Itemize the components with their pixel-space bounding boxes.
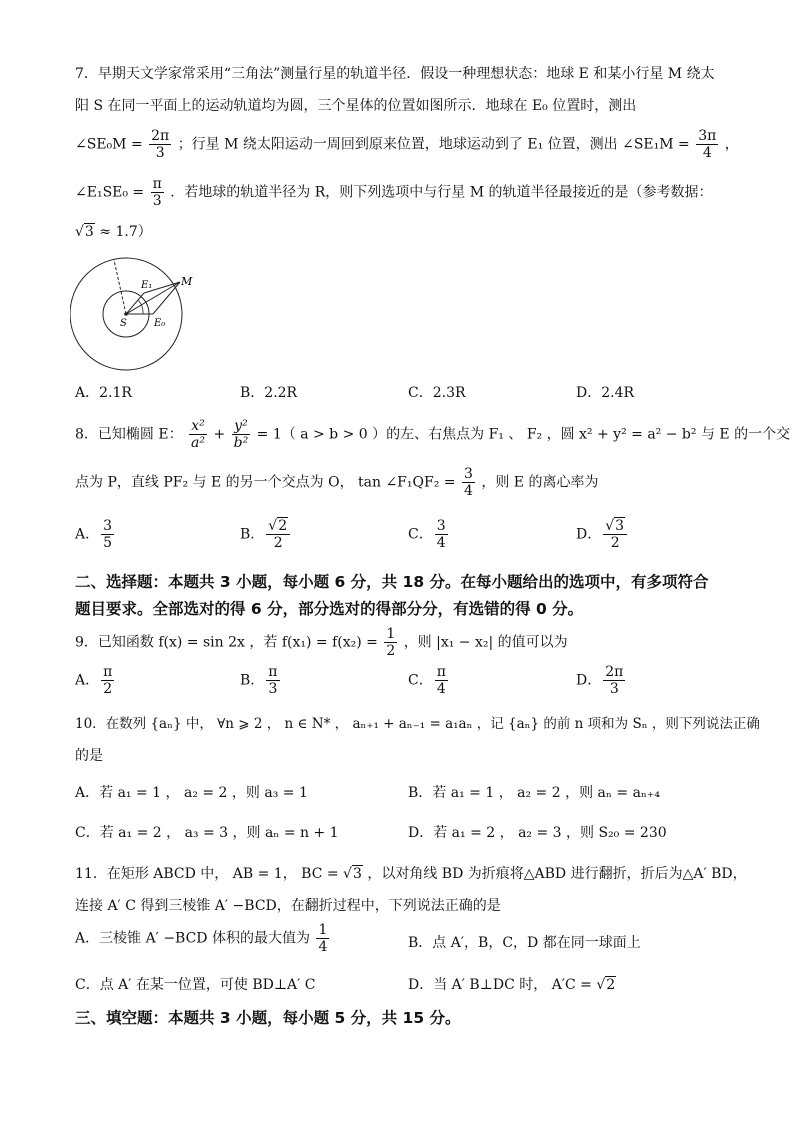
q8-option-c: C． $\frac{3}{4}$ (408, 518, 446, 552)
q10-line1: 10．在数列 {aₙ} 中， ∀n ⩾ 2 ， n ∈ N* ， aₙ₊₁ + aₙ₋₁ = a₁aₙ ，记 {aₙ} 的前 n 项和为 Sₙ ，则下列说法正确 (75, 716, 760, 732)
q8-option-b: B． $\frac{√2}{2}$ (240, 518, 292, 551)
q8-option-d: D． $\frac{√3}{2}$ (576, 518, 629, 551)
sqrt-3: √3 (343, 866, 362, 882)
s-to-m-line (126, 282, 180, 314)
section-2-heading-line1: 二、选择题：本题共 3 小题，每小题 6 分，共 18 分。在每小题给出的选项中，有多项符合 (75, 573, 709, 591)
q7-frac-pi-3: $\frac{\pi}{3}$ (152, 176, 162, 210)
e0-to-m-line (153, 282, 180, 314)
q10-option-b: B．若 a₁ = 1 ， a₂ = 2 ，则 aₙ = aₙ₊₄ (408, 785, 660, 801)
q11-option-a: A．三棱锥 A′ −BCD 体积的最大值为 $\frac{1}{4}$ (75, 922, 328, 956)
q11-option-d: D．当 A′ B⊥DC 时， A′C = √2 (408, 977, 616, 993)
q11-line2: 连接 A′ C 得到三棱锥 A′ −BCD，在翻折过程中，下列说法正确的是 (75, 898, 501, 914)
q8-line1: 8．已知椭圆 E： $\frac{\text{x²}}{\text{a²}}$ + $\frac{\text{y²}}{\text{b²}}$ = 1（ a > b > 0 ）的左、右焦点为 F₁ 、 F₂ ，圆 x² + y² = a² − b² 与 E 的一个交 (75, 418, 791, 452)
q7-frac-2pi-3: $\frac{2\pi}{3}$ (151, 128, 170, 162)
q8-frac-x: $\frac{\text{x²}}{\text{a²}}$ (191, 418, 205, 452)
q11-option-b: B．点 A′，B，C，D 都在同一球面上 (408, 935, 641, 951)
q8-frac-y: $\frac{\text{y²}}{\text{b²}}$ (233, 418, 249, 452)
q9-option-a: A． $\frac{\pi}{2}$ (75, 664, 113, 698)
q7-option-d: D．2.4R (576, 385, 635, 401)
q10-option-a: A．若 a₁ = 1 ， a₂ = 2 ，则 a₃ = 1 (75, 785, 308, 801)
q10-line2: 的是 (75, 748, 103, 764)
section-3-heading: 三、填空题：本题共 3 小题，每小题 5 分，共 15 分。 (75, 1009, 461, 1027)
section-2-heading-line2: 题目要求。全部选对的得 6 分，部分选对的得部分分，有选错的得 0 分。 (75, 600, 584, 618)
q9-option-c: C． $\frac{\pi}{4}$ (408, 664, 446, 698)
q7-line1: 7．早期天文学家常采用“三角法”测量行星的轨道半径．假设一种理想状态：地球 E 和某小行星 M 绕太 (75, 66, 715, 82)
q7-line5: √3 ≈ 1.7） (75, 224, 152, 240)
q8-frac-3-4: $\frac{3}{4}$ (463, 466, 473, 500)
sun-dot (124, 312, 128, 316)
q8-option-a: A． $\frac{3}{5}$ (75, 518, 113, 552)
s-to-e1-line (126, 293, 144, 314)
q7-option-c: C．2.3R (408, 385, 466, 401)
q7-option-b: B．2.2R (240, 385, 298, 401)
sqrt-2: √2 (596, 977, 616, 993)
q7-line3-text: ；行星 M 绕太阳运动一周回到原来位置，地球运动到了 E₁ 位置，测出 ∠SE₁M = (177, 136, 690, 153)
label-m: M (181, 275, 193, 288)
label-s: S (120, 318, 127, 329)
orbit-diagram (70, 256, 210, 376)
q9-stem: 9．已知函数 f(x) = sin 2x ，若 f(x₁) = f(x₂) = $\frac{1}{2}$ ，则 |x₁ − x₂| 的值可以为 (75, 626, 568, 660)
q9-option-d: D． $\frac{2\pi}{3}$ (576, 664, 624, 698)
q7-option-a: A．2.1R (75, 385, 132, 401)
q9-frac-1-2: $\frac{1}{2}$ (386, 626, 396, 660)
q8-line2: 点为 P，直线 PF₂ 与 E 的另一个交点为 O， tan ∠F₁QF₂ = $\frac{3}{4}$ ，则 E 的离心率为 (75, 466, 599, 500)
q7-angle-1: ∠SE₀M = (75, 136, 143, 153)
sqrt-3: √3 (75, 224, 94, 240)
q7-line4: ∠E₁SE₀ = $\frac{\pi}{3}$ ．若地球的轨道半径为 R，则下列选项中与行星 M 的轨道半径最接近的是（参考数据： (75, 176, 713, 210)
label-e1: E₁ (141, 280, 153, 291)
q7-line3: ∠SE₀M = $\frac{2\pi}{3}$ ；行星 M 绕太阳运动一周回到原来位置，地球运动到了 E₁ 位置，测出 ∠SE₁M = $\frac{3\pi}{4}$ ， (75, 128, 739, 162)
q11-option-c: C．点 A′ 在某一位置，可使 BD⊥A′ C (75, 977, 316, 993)
q9-option-b: B． $\frac{\pi}{3}$ (240, 664, 278, 698)
label-e0: E₀ (154, 318, 166, 329)
q7-frac-3pi-4: $\frac{3\pi}{4}$ (698, 128, 717, 162)
q7-line2: 阳 S 在同一平面上的运动轨道均为圆，三个星体的位置如图所示．地球在 E₀ 位置时，测出 (75, 98, 637, 114)
q10-option-c: C．若 a₁ = 2 ， a₃ = 3 ，则 aₙ = n + 1 (75, 825, 339, 841)
q11-line1: 11．在矩形 ABCD 中， AB = 1， BC = √3 ，以对角线 BD 为折痕将△ABD 进行翻折，折后为△A′ BD， (75, 866, 747, 882)
q10-option-d: D．若 a₁ = 2 ， a₂ = 3 ，则 S₂₀ = 230 (408, 825, 667, 841)
dashed-radius (114, 260, 126, 314)
